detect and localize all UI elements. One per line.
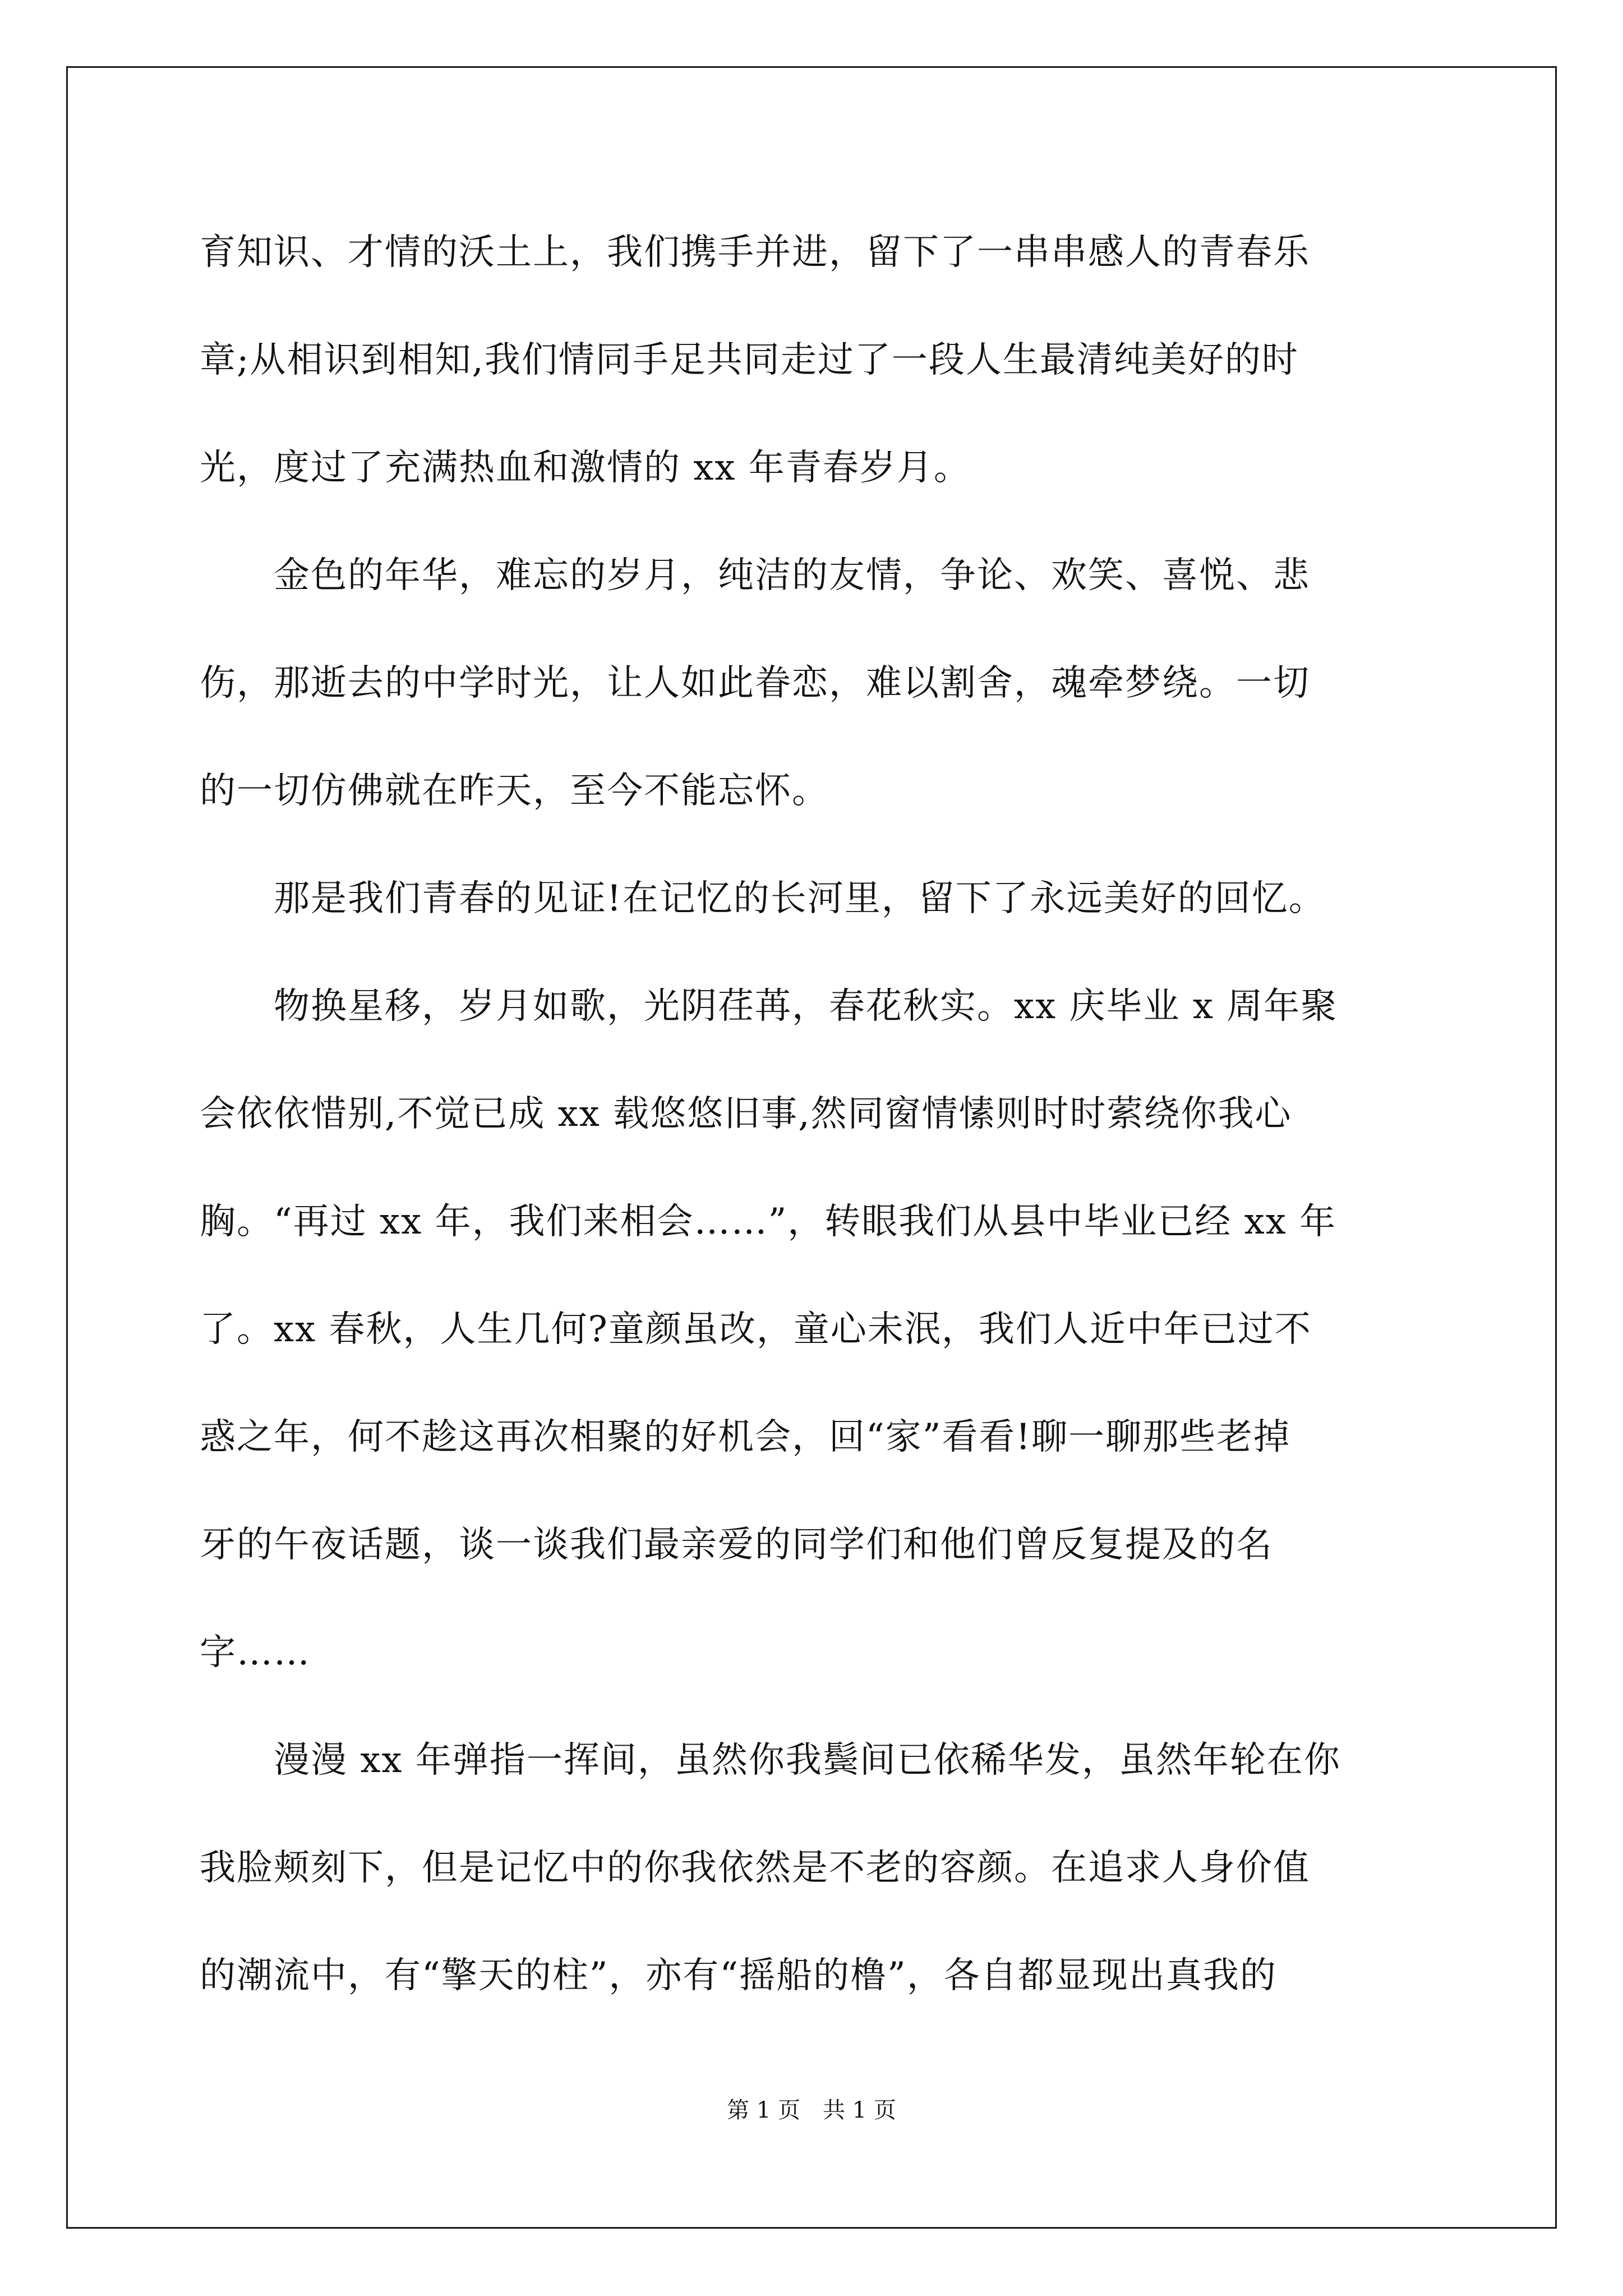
- text-line: 的一切仿佛就在昨天，至今不能忘怀。: [200, 770, 829, 812]
- text-line: 漫漫 xx 年弹指一挥间，虽然你我鬓间已依稀华发，虽然年轮在你: [200, 1740, 1341, 1781]
- text-line: 章;从相识到相知,我们情同手足共同走过了一段人生最清纯美好的时: [200, 339, 1299, 381]
- text-line: 物换星移，岁月如歌，光阴荏苒，春花秋实。xx 庆毕业 x 周年聚: [200, 986, 1338, 1027]
- text-line: 伤，那逝去的中学时光，让人如此眷恋，难以割舍，魂牵梦绕。一切: [200, 662, 1310, 704]
- page-number-footer: 第 1 页 共 1 页: [727, 2097, 896, 2123]
- text-line: 光，度过了充满热血和激情的 xx 年青春岁月。: [200, 447, 971, 489]
- text-line: 了。xx 春秋，人生几何?童颜虽改，童心未泯，我们人近中年已过不: [200, 1309, 1312, 1350]
- text-line: 牙的午夜话题，谈一谈我们最亲爱的同学们和他们曾反复提及的名: [200, 1524, 1273, 1566]
- text-line: 胸。“再过 xx 年，我们来相会……”，转眼我们从县中毕业已经 xx 年: [200, 1201, 1337, 1243]
- text-line: 那是我们青春的见证!在记忆的长河里，留下了永远美好的回忆。: [200, 878, 1326, 919]
- text-line: 的潮流中，有“擎天的柱”，亦有“摇船的橹”，各自都显现出真我的: [200, 1955, 1277, 1996]
- text-line: 我脸颊刻下，但是记忆中的你我依然是不老的容颜。在追求人身价值: [200, 1847, 1310, 1889]
- text-line: 育知识、才情的沃土上，我们携手并进，留下了一串串感人的青春乐: [200, 232, 1310, 273]
- text-line: 字……: [200, 1632, 311, 1673]
- text-line: 金色的年华，难忘的岁月，纯洁的友情，争论、欢笑、喜悦、悲: [200, 555, 1310, 596]
- page-border: [66, 66, 1557, 2229]
- text-line: 会依依惜别,不觉已成 xx 载悠悠旧事,然同窗情愫则时时萦绕你我心: [200, 1093, 1292, 1135]
- text-line: 惑之年，何不趁这再次相聚的好机会，回“家”看看!聊一聊那些老掉: [200, 1416, 1291, 1458]
